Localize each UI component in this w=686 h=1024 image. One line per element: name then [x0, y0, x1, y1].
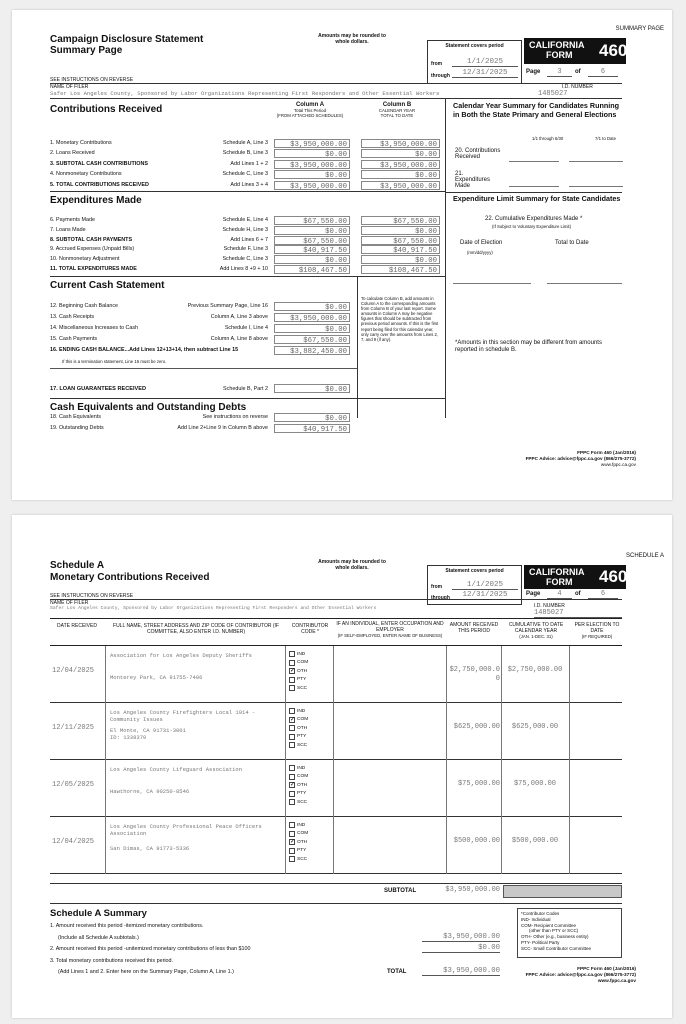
sum-line3: 3. Total monetary contributions received this period. [50, 958, 174, 964]
checkbox-icon[interactable] [289, 848, 295, 854]
cash_rows-label: 13. Cash Receipts [50, 314, 95, 320]
code-option-label: SCC [297, 685, 308, 691]
contrib_rows-sched: Add Lines 1 + 2 [230, 160, 268, 167]
expend_rows-col-a-value: $0.00 [274, 255, 350, 264]
subtotal-value: $3,950,000.00 [445, 886, 500, 894]
schedule-name-of-filer-label: NAME OF FILER [50, 600, 89, 606]
column-divider [569, 817, 570, 874]
form-number: 460 [599, 41, 628, 60]
contrib_rows-sched: Schedule A, Line 3 [223, 140, 268, 146]
header-election [572, 622, 622, 639]
column-divider [105, 703, 106, 760]
limit-footnote: *Amounts in this section may be different from amounts reported in schedule B. [455, 340, 602, 353]
expend_rows-col-a-value: $67,550.00 [274, 216, 350, 225]
contrib_rows-sched: Schedule B, Line 3 [222, 150, 268, 157]
table-row [50, 703, 622, 760]
checkbox-icon[interactable] [289, 765, 295, 771]
contributor-code-item: IND- Individual [521, 916, 551, 922]
equiv_rows-sched: See instructions on reverse [202, 414, 268, 420]
contributor-code-checkboxes [289, 707, 308, 750]
header-code: CONTRIBUTOR CODE * [291, 623, 329, 635]
title-line-1: Campaign Disclosure Statement [50, 34, 204, 45]
row-contributor-name: Los Angeles County Firefighters Local 1014 - Community Issues [110, 709, 256, 723]
schedule-through-label: through [431, 595, 450, 601]
header-occupation [335, 621, 445, 638]
id-number-label: I.D. NUMBER [562, 84, 593, 90]
schedule-fppc-url: www.fppc.ca.gov [597, 978, 636, 983]
schedule-filer-name: Safer Los Angeles County, Sponsored by Labor Organizations Representing First Responders and Other Essential Workers [50, 606, 377, 611]
col-b-title: Column B [382, 102, 412, 108]
code-option-pty [289, 676, 308, 685]
code-option-label: PTY [297, 677, 307, 683]
sum-line1-value: $3,950,000.00 [422, 933, 500, 942]
schedule-from-label: from [431, 584, 443, 590]
header-cumulative-main: CUMULATIVE TO DATE CALENDAR YEAR [508, 622, 564, 634]
column-divider [105, 760, 106, 817]
contributor-code-item: (other than PTY or SCC) [529, 928, 579, 934]
expend_rows-col-b-value: $108,467.50 [361, 265, 440, 274]
contributions-heading: Contributions Received [50, 104, 163, 115]
col-a-sub2: (FROM ATTACHED SCHEDULES) [276, 113, 344, 118]
fppc-footer [526, 450, 636, 468]
schedule-period-label: Statement covers period [445, 568, 504, 574]
row-date: 12/04/2025 [52, 838, 95, 846]
schedule-california-label: CALIFORNIA [529, 567, 585, 577]
col-a-header [270, 102, 350, 118]
cash_rows-label: 12. Beginning Cash Balance [50, 303, 119, 309]
codes-list [521, 917, 618, 952]
contrib_rows-label: 5. TOTAL CONTRIBUTIONS RECEIVED [50, 181, 149, 188]
contrib_rows-col-a-value: $3,950,000.00 [274, 160, 350, 169]
code-option-ind [289, 707, 308, 716]
code-option-scc [289, 798, 308, 807]
total-label: TOTAL [387, 969, 407, 975]
checkbox-icon[interactable] [289, 660, 295, 666]
header-date: DATE RECEIVED [57, 623, 97, 629]
code-option-com [289, 773, 308, 782]
column-b-note: To calculate Column B, add amounts in Column A to the corresponding amounts from Column B of your last report. Some amounts in Column A may be negative figures that should be subtracted from previous period amounts. If this is the first report being filed for this calendar year, only carry over the amounts from Lines 2, 7, and 9 (if any). [361, 296, 439, 342]
cash_rows-col-a-value: $67,550.00 [274, 335, 350, 344]
termination-note: If this is a termination statement, Line 16 must be zero. [62, 359, 167, 364]
checkbox-icon[interactable]: ✓ [290, 716, 296, 723]
of-label: of [575, 69, 581, 75]
code-option-pty [289, 733, 308, 742]
contrib_rows-label: 2. Loans Received [50, 150, 95, 157]
code-option-oth [289, 724, 308, 733]
row-contributor-address: El Monte, CA 91731-3001 [110, 727, 186, 734]
row-date: 12/05/2025 [52, 781, 95, 789]
checkbox-icon[interactable] [289, 725, 295, 731]
through-label: through [431, 73, 450, 79]
equiv_rows-col-a-value: $0.00 [274, 413, 350, 422]
checkbox-icon[interactable] [289, 831, 295, 837]
row-cumulative: $500,000.00 [511, 837, 559, 845]
column-divider [105, 646, 106, 703]
schedule-total-pages: 6 [588, 590, 618, 599]
checkbox-icon[interactable] [289, 651, 295, 657]
column-divider [285, 646, 286, 703]
header-election-main: PER ELECTION TO DATE [574, 622, 620, 634]
schedule-see-instructions: SEE INSTRUCTIONS ON REVERSE [50, 593, 134, 599]
schedule-form-460-badge [524, 565, 626, 589]
code-option-pty [289, 847, 308, 856]
date-of-election: Date of Election [460, 240, 503, 246]
through-date: 12/31/2025 [452, 69, 518, 78]
cal-row21: 21. Expenditures Made [455, 171, 491, 189]
row-contributor-address: Hawthorne, CA 90250-8546 [110, 788, 190, 795]
limit-row22: 22. Cumulative Expenditures Made * [485, 216, 583, 222]
code-option-label: OTH [297, 839, 308, 845]
schedule-corner-label: SCHEDULE A [625, 553, 664, 559]
cash_rows-sched: Schedule I, Line 4 [224, 325, 268, 331]
code-option-label: OTH [297, 725, 308, 731]
summary-corner-label: SUMMARY PAGE [615, 26, 664, 32]
row-contributor-address: Monterey Park, CA 91755-7406 [110, 674, 203, 681]
expend_rows-label: 11. TOTAL EXPENDITURES MADE [50, 266, 137, 272]
column-divider [333, 817, 334, 874]
row-contributor-name: Association for Los Angeles Deputy Sheriffs [110, 652, 252, 659]
schedule-title [50, 560, 209, 583]
equiv_rows-label: 19. Outstanding Debts [50, 424, 104, 431]
row-contributor-name: Los Angeles County Lifeguard Association [110, 766, 243, 773]
code-option-label: COM [297, 717, 309, 723]
expend_rows-col-b-value: $40,917.50 [361, 245, 440, 254]
schedule-summary-heading: Schedule A Summary [50, 908, 147, 919]
column-divider [285, 703, 286, 760]
cash_rows-col-a-value: $3,950,000.00 [274, 313, 350, 322]
expend_rows-sched: Add Lines 8 +9 + 10 [219, 266, 268, 272]
checkbox-icon[interactable] [289, 774, 295, 780]
row-amount: $625,000.00 [453, 723, 500, 731]
see-instructions: SEE INSTRUCTIONS ON REVERSE [50, 77, 134, 83]
checkbox-icon[interactable]: ✓ [290, 839, 296, 846]
expend_rows-sched: Schedule C, Line 3 [222, 256, 268, 263]
from-label: from [431, 61, 443, 67]
contrib_rows-col-a-value: $0.00 [274, 170, 350, 179]
sum-line3-value: $3,950,000.00 [422, 967, 500, 976]
limit-heading: Expenditure Limit Summary for State Candidates [453, 194, 621, 203]
row-amount: $2,750,000.00 [449, 666, 500, 683]
code-option-label: SCC [297, 856, 308, 862]
cash-heading: Current Cash Statement [50, 280, 165, 291]
form-label: FORM [546, 50, 573, 60]
cash_rows-col-a-value: $0.00 [274, 324, 350, 333]
column-divider [333, 646, 334, 703]
code-option-label: COM [297, 660, 309, 666]
col-a-sub1: Total This Period [294, 108, 326, 113]
row-cumulative: $2,750,000.00 [507, 666, 563, 674]
expend_rows-label: 8. SUBTOTAL CASH PAYMENTS [50, 236, 133, 243]
row-cumulative: $625,000.00 [511, 723, 559, 731]
code-option-scc [289, 741, 308, 750]
checkbox-icon[interactable] [289, 791, 295, 797]
column-divider [569, 646, 570, 703]
schedule-title-line-1: Schedule A [50, 560, 105, 571]
form-460-badge [524, 38, 626, 64]
row-date: 12/04/2025 [52, 667, 95, 675]
equiv_rows-label: 18. Cash Equivalents [50, 414, 101, 420]
cal-row20: 20. Contributions Received [455, 148, 501, 160]
schedule-through-date: 12/31/2025 [452, 591, 518, 600]
contrib_rows-col-b-value: $3,950,000.00 [361, 139, 440, 148]
cash_rows-label: 16. ENDING CASH BALANCE...Add Lines 12+13+14, then subtract Line 15 [50, 347, 239, 353]
from-date: 1/1/2025 [452, 58, 518, 67]
row-contributor-id: ID: 1338370 [110, 734, 147, 741]
line-17-value: $0.00 [274, 384, 350, 393]
row-date: 12/11/2025 [52, 724, 95, 732]
code-option-label: SCC [297, 742, 308, 748]
total-pages: 6 [588, 68, 618, 77]
header-occupation-main: IF AN INDIVIDUAL, ENTER OCCUPATION AND EMPLOYER [336, 621, 444, 633]
code-option-label: OTH [297, 782, 308, 788]
cal-summary-heading: Calendar Year Summary for Candidates Running in Both the State Primary and General Elections [453, 101, 620, 119]
header-election-sub: (IF REQUIRED) [581, 634, 613, 639]
expend_rows-col-a-value: $40,917.50 [274, 245, 350, 254]
code-option-com [289, 716, 308, 725]
codes-title: *Contributor Codes [521, 911, 560, 916]
contributor-code-checkboxes [289, 650, 308, 693]
contrib_rows-col-b-value: $3,950,000.00 [361, 160, 440, 169]
expend_rows-label: 6. Payments Made [50, 217, 95, 223]
total-to-date: Total to Date [555, 240, 589, 246]
table-row [50, 760, 622, 817]
contrib_rows-sched: Schedule C, Line 3 [222, 171, 268, 178]
column-divider [333, 703, 334, 760]
col-a-title: Column A [295, 102, 325, 108]
header-occupation-sub: (IF SELF-EMPLOYED, ENTER NAME OF BUSINESS) [337, 633, 443, 638]
contrib_rows-col-b-value: $0.00 [361, 170, 440, 179]
fppc-url: www.fppc.ca.gov [600, 462, 636, 467]
code-option-scc [289, 684, 308, 693]
schedule-from-date: 1/1/2025 [452, 581, 518, 590]
expenditures-heading: Expenditures Made [50, 195, 142, 206]
schedule-of-label: of [575, 591, 581, 597]
contrib_rows-col-a-value: $3,950,000.00 [274, 181, 350, 190]
expend_rows-col-a-value: $0.00 [274, 226, 350, 235]
col-b-sub1: CALENDAR YEAR [378, 108, 416, 113]
rounding-note: Amounts may be rounded to whole dollars. [318, 33, 386, 45]
code-option-ind [289, 650, 308, 659]
sum-line1b: (Include all Schedule A subtotals.) [58, 935, 139, 941]
checkbox-icon[interactable] [289, 677, 295, 683]
page-number: 3 [547, 68, 572, 77]
id-number: 1485027 [538, 90, 622, 99]
schedule-page-label: Page [526, 591, 541, 597]
column-divider [333, 760, 334, 817]
cash_rows-sched: Previous Summary Page, Line 16 [187, 303, 268, 309]
expend_rows-col-b-value: $0.00 [361, 255, 440, 264]
header-cumulative [503, 622, 569, 639]
table-row [50, 817, 622, 874]
row-cumulative: $75,000.00 [513, 780, 556, 788]
cash_rows-sched: Column A, Line 8 above [210, 336, 268, 342]
sum-line2: 2. Amount received this period -unitemized monetary contributions of less than $100 [50, 946, 251, 952]
code-option-oth [289, 781, 308, 790]
contrib_rows-col-b-value: $0.00 [361, 149, 440, 158]
sum-line1: 1. Amount received this period -itemized monetary contributions. [50, 923, 204, 929]
schedule-form-number: 460 [599, 567, 628, 586]
code-option-label: SCC [297, 799, 308, 805]
expend_rows-col-a-value: $67,550.00 [274, 236, 350, 245]
contributor-code-item: OTH- Other (e.g., business entity) [521, 934, 589, 940]
code-option-ind [289, 764, 308, 773]
code-option-label: IND [297, 651, 306, 657]
summary-page [12, 10, 672, 500]
contributor-code-checkboxes [289, 764, 308, 807]
expend_rows-sched: Schedule E, Line 4 [222, 217, 268, 223]
row-contributor-address: San Dimas, CA 91773-5336 [110, 845, 190, 852]
expend_rows-sched: Schedule H, Line 3 [222, 226, 268, 233]
expend_rows-col-b-value: $0.00 [361, 226, 440, 235]
checkbox-icon[interactable]: ✓ [290, 668, 296, 675]
row-amount: $500,000.00 [453, 837, 500, 845]
equiv_rows-col-a-value: $40,917.50 [274, 424, 350, 433]
expend_rows-col-b-value: $67,550.00 [361, 216, 440, 225]
column-divider [569, 703, 570, 760]
cash_rows-label: 14. Miscellaneous Increases to Cash [50, 325, 139, 331]
checkbox-icon[interactable]: ✓ [290, 782, 296, 789]
contributor-code-item: SCC- Small Contributor Committee [521, 945, 592, 951]
title-line-2: Summary Page [50, 45, 123, 56]
schedule-fppc-footer [526, 966, 636, 984]
schedule-fppc-advice: FPPC Advice: advice@fppc.ca.gov (866/275-3772) [525, 972, 636, 977]
contrib_rows-label: 4. Nonmonetary Contributions [50, 171, 122, 178]
column-divider [285, 817, 286, 874]
code-option-pty [289, 790, 308, 799]
page-label: Page [526, 69, 541, 75]
contributor-codes-box [517, 908, 622, 958]
contributor-code-item: PTY- Political Party [521, 939, 560, 945]
page-title [50, 34, 203, 56]
contrib_rows-label: 3. SUBTOTAL CASH CONTRIBUTIONS [50, 160, 148, 167]
line-17-sched: Schedule B, Part 2 [223, 386, 268, 392]
schedule-page-number: 4 [547, 590, 572, 599]
code-option-label: IND [297, 708, 306, 714]
contrib_rows-col-a-value: $3,950,000.00 [274, 139, 350, 148]
expend_rows-col-a-value: $108,467.50 [274, 265, 350, 274]
schedule-rounding-note: Amounts may be rounded to whole dollars. [318, 559, 386, 571]
schedule-title-line-2: Monetary Contributions Received [50, 571, 210, 583]
code-option-label: COM [297, 774, 309, 780]
name-of-filer-label: NAME OF FILER [50, 84, 89, 90]
code-option-label: PTY [297, 848, 307, 854]
cash_rows-col-a-value: $0.00 [274, 302, 350, 311]
code-option-label: IND [297, 822, 306, 828]
cal-col1: 1/1 through 6/30 [532, 136, 564, 141]
col-b-header [357, 102, 437, 118]
checkbox-icon[interactable] [289, 742, 295, 748]
date-format: (mm/dd/yyyy) [467, 250, 493, 255]
checkbox-icon[interactable] [289, 799, 295, 805]
code-option-label: IND [297, 765, 306, 771]
code-option-label: COM [297, 831, 309, 837]
schedule-form-label: FORM [546, 577, 573, 587]
header-name: FULL NAME, STREET ADDRESS AND ZIP CODE OF CONTRIBUTOR (IF COMMITTEE, ALSO ENTER I.D. NUMBER) [113, 623, 279, 635]
cash_rows-label: 15. Cash Payments [50, 336, 98, 342]
table-row [50, 646, 622, 703]
checkbox-icon[interactable] [289, 856, 295, 862]
code-option-ind [289, 821, 308, 830]
period-box [427, 40, 522, 84]
contrib_rows-col-a-value: $0.00 [274, 149, 350, 158]
schedule-id-number-label: I.D. NUMBER [534, 603, 565, 609]
code-option-com [289, 659, 308, 668]
column-divider [105, 817, 106, 874]
fppc-advice: FPPC Advice: advice@fppc.ca.gov (866/275-3772) [525, 456, 636, 461]
checkbox-icon[interactable] [289, 734, 295, 740]
header-cumulative-sub: (JAN. 1-DEC. 31) [519, 634, 553, 639]
code-option-label: PTY [297, 734, 307, 740]
checkbox-icon[interactable] [289, 708, 295, 714]
limit-row22-sub: (If Subject to Voluntary Expenditure Limit) [492, 224, 572, 229]
contributor-code-item: COM- Recipient Committee [521, 922, 577, 928]
contrib_rows-label: 1. Monetary Contributions [50, 140, 112, 146]
expend_rows-label: 7. Loans Made [50, 226, 86, 233]
checkbox-icon[interactable] [289, 685, 295, 691]
code-option-label: OTH [297, 668, 308, 674]
code-option-com [289, 830, 308, 839]
code-option-oth [289, 838, 308, 847]
contrib_rows-sched: Add Lines 3 + 4 [230, 181, 268, 188]
col-b-sub2: TOTAL TO DATE [380, 113, 414, 118]
subtotal-label: SUBTOTAL [384, 888, 417, 894]
fppc-form: FPPC Form 460 (Jan/2016) [577, 450, 636, 455]
cash_rows-col-a-value: $3,882,450.00 [274, 346, 350, 355]
expend_rows-col-b-value: $67,550.00 [361, 236, 440, 245]
expend_rows-sched: Add Lines 6 + 7 [230, 236, 268, 243]
schedule-fppc-form: FPPC Form 460 (Jan/2016) [577, 966, 636, 971]
contributor-code-checkboxes [289, 821, 308, 864]
header-amount: AMOUNT RECEIVED THIS PERIOD [449, 622, 499, 634]
cash_rows-sched: Column A, Line 3 above [210, 314, 268, 320]
contrib_rows-col-b-value: $3,950,000.00 [361, 181, 440, 190]
cal-col2: 7/1 to Date [595, 136, 617, 141]
schedule-a-page [12, 515, 672, 1018]
equivalents-heading: Cash Equivalents and Outstanding Debts [50, 402, 247, 413]
column-divider [285, 760, 286, 817]
checkbox-icon[interactable] [289, 822, 295, 828]
subtotal-shaded [503, 885, 622, 898]
expend_rows-label: 9. Accrued Expenses (Unpaid Bills) [50, 246, 135, 253]
california-label: CALIFORNIA [529, 40, 585, 50]
expend_rows-label: 10. Nonmonetary Adjustment [50, 256, 120, 263]
code-option-oth [289, 667, 308, 676]
equiv_rows-sched: Add Line 2+Line 9 in Column B above [177, 424, 268, 431]
row-contributor-name: Los Angeles County Professional Peace Officers Association [110, 823, 262, 837]
row-amount: $75,000.00 [457, 780, 500, 788]
line-17-label: 17. LOAN GUARANTEES RECEIVED [50, 386, 147, 392]
column-divider [569, 760, 570, 817]
sum-line3b: (Add Lines 1 and 2. Enter here on the Summary Page, Column A, Line 1.) [58, 969, 234, 975]
period-label: Statement covers period [445, 43, 504, 49]
code-option-scc [289, 855, 308, 864]
schedule-id-number: 1485027 [534, 609, 622, 618]
code-option-label: PTY [297, 791, 307, 797]
sum-line2-value: $0.00 [422, 944, 500, 953]
expend_rows-sched: Schedule F, Line 3 [223, 246, 268, 253]
filer-name: Safer Los Angeles County, Sponsored by Labor Organizations Representing First Responders and Other Essential Workers [50, 90, 440, 97]
